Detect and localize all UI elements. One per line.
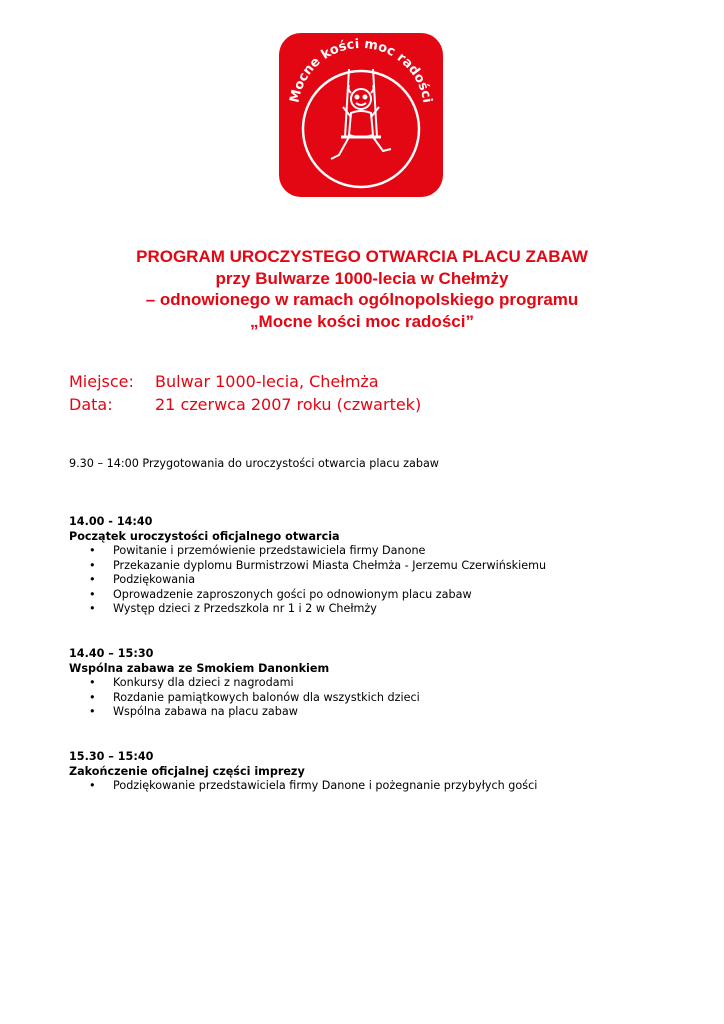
title-line-4: „Mocne kości moc radości” [250, 311, 474, 331]
section-time: 14.00 - 14:40 [69, 515, 153, 528]
page-title [0, 246, 724, 332]
title-line-1: PROGRAM UROCZYSTEGO OTWARCIA PLACU ZABAW [136, 247, 588, 266]
section-title: Wspólna zabawa ze Smokiem Danonkiem [69, 661, 330, 675]
title-line-2: przy Bulwarze 1000-lecia w Chełmży [215, 268, 509, 288]
program-section [69, 515, 546, 617]
list-item: • Oprowadzenie zaproszonych gości po odnowionym placu zabaw [69, 588, 546, 603]
place-row [69, 370, 421, 393]
list-item: • Podziękowania [69, 573, 546, 588]
date-label: Data: [69, 395, 113, 414]
event-details [69, 370, 421, 416]
section-list [69, 779, 537, 794]
logo [279, 33, 443, 197]
date-value: 21 czerwca 2007 roku (czwartek) [155, 395, 422, 414]
list-item: • Przekazanie dyplomu Burmistrzowi Miasta Chełmża - Jerzemu Czerwińskiemu [69, 559, 546, 574]
program-section [69, 750, 537, 794]
list-item: • Występ dzieci z Przedszkola nr 1 i 2 w Chełmży [69, 602, 546, 617]
list-item: • Podziękowanie przedstawiciela firmy Danone i pożegnanie przybyłych gości [69, 779, 537, 794]
place-label: Miejsce: [69, 372, 134, 391]
section-title: Zakończenie oficjalnej części imprezy [69, 764, 305, 778]
list-item: • Powitanie i przemówienie przedstawiciela firmy Danone [69, 544, 546, 559]
program-section [69, 647, 420, 720]
section-time: 14.40 – 15:30 [69, 647, 154, 660]
section-time: 15.30 – 15:40 [69, 750, 154, 763]
title-line-3: – odnowionego w ramach ogólnopolskiego programu [145, 290, 579, 309]
section-list [69, 544, 546, 617]
section-title: Początek uroczystości oficjalnego otwarcia [69, 529, 340, 543]
logo-text: Mocne kości moc radości [287, 36, 435, 105]
place-value: Bulwar 1000-lecia, Chełmża [155, 372, 379, 391]
list-item: • Konkursy dla dzieci z nagrodami [69, 676, 420, 691]
date-row [69, 393, 421, 416]
list-item: • Wspólna zabawa na placu zabaw [69, 705, 420, 720]
section-list [69, 676, 420, 720]
logo-graphic [279, 33, 443, 197]
intro-line: 9.30 – 14:00 Przygotowania do uroczystości otwarcia placu zabaw [69, 457, 439, 470]
list-item: • Rozdanie pamiątkowych balonów dla wszystkich dzieci [69, 691, 420, 706]
